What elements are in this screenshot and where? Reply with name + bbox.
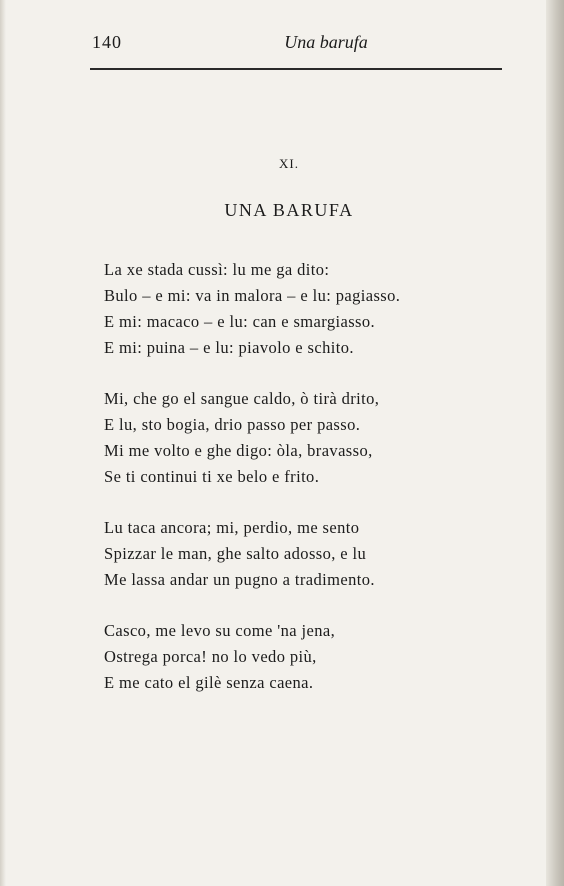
stanza-4 bbox=[104, 618, 504, 696]
stanza-1 bbox=[104, 257, 504, 361]
running-title: Una barufa bbox=[284, 32, 368, 52]
stanza-3 bbox=[104, 515, 504, 593]
verse-line: E mi: puina – e lu: piavolo e schito. bbox=[104, 338, 354, 357]
verse-line: Mi, che go el sangue caldo, ò tirà drito, bbox=[104, 389, 380, 408]
verse-line: Ostrega porca! no lo vedo più, bbox=[104, 647, 317, 666]
verse-line: Me lassa andar un pugno a tradimento. bbox=[104, 570, 375, 589]
verse-line: E lu, sto bogia, drio passo per passo. bbox=[104, 415, 361, 434]
verse-line: Se ti continui ti xe belo e frito. bbox=[104, 467, 320, 486]
verse-line: La xe stada cussì: lu me ga dito: bbox=[104, 260, 330, 279]
verse-line: Lu taca ancora; mi, perdio, me sento bbox=[104, 518, 360, 537]
poem-body bbox=[104, 257, 504, 721]
verse-line: Bulo – e mi: va in malora – e lu: pagiasso. bbox=[104, 286, 401, 305]
verse-line: E mi: macaco – e lu: can e smargiasso. bbox=[104, 312, 376, 331]
stanza-2 bbox=[104, 386, 504, 490]
page-number: 140 bbox=[92, 32, 122, 52]
page-right-edge bbox=[546, 0, 564, 886]
verse-line: Mi me volto e ghe digo: òla, bravasso, bbox=[104, 441, 373, 460]
page-left-edge bbox=[0, 0, 6, 886]
verse-line: Casco, me levo su come 'na jena, bbox=[104, 621, 336, 640]
running-head bbox=[92, 32, 500, 54]
chapter-number: XI. bbox=[279, 156, 299, 171]
header-rule bbox=[90, 68, 502, 70]
verse-line: E me cato el gilè senza caena. bbox=[104, 673, 314, 692]
poem-title: UNA BARUFA bbox=[224, 200, 354, 220]
verse-line: Spizzar le man, ghe salto adosso, e lu bbox=[104, 544, 367, 563]
